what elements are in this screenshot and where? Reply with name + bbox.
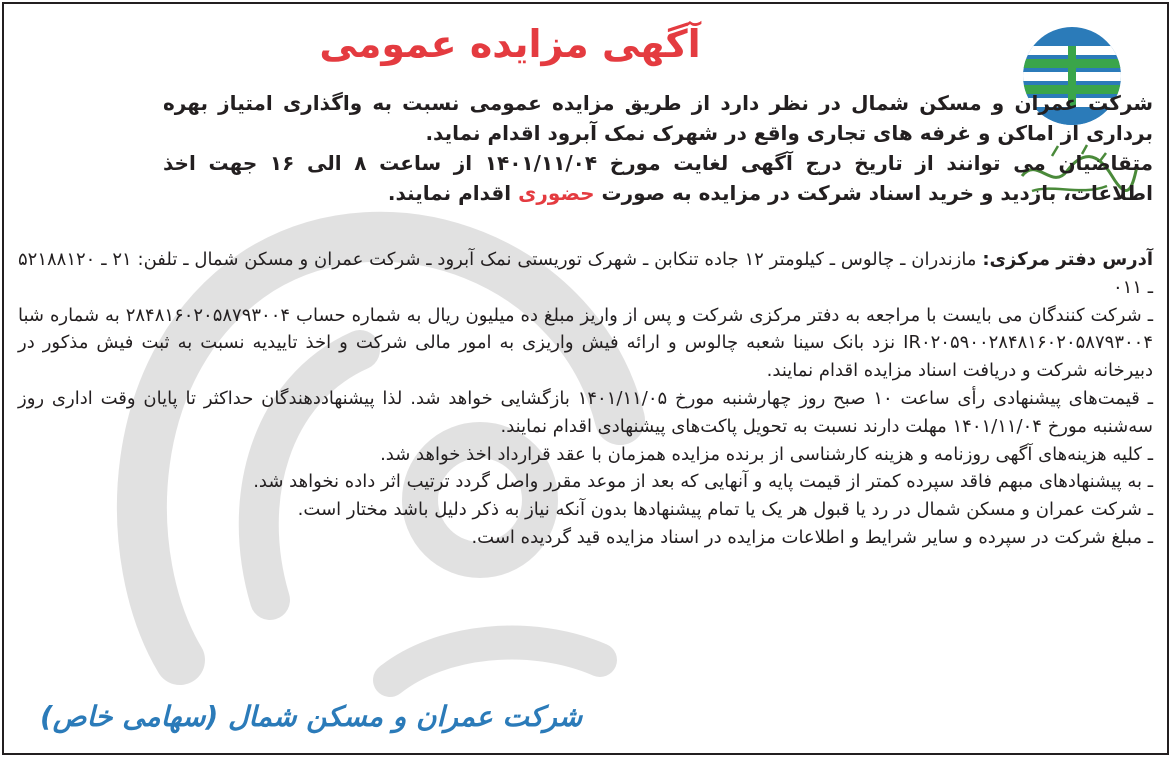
lead-text-1: در نظر دارد از طریق مزایده عمومی نسبت به واگذاری امتیاز بهره برداری از اماکن و غرفه های تجاری واقع در شهرک نمک آبرود اقدام نماید. (163, 91, 1153, 145)
address-paragraph (18, 246, 1153, 302)
address-text: مازندران ـ چالوس ـ کیلومتر ۱۲ جاده تنکابن ـ شهرک توریستی نمک آبرود ـ شرکت عمران و مسکن شمال ـ تلفن: ۲۱ ـ ۵۲۱۸۸۱۲۰ ـ ۰۱۱ (18, 249, 1153, 298)
term-item: ـ کلیه هزینه‌های آگهی روزنامه و هزینه کارشناسی از برنده مزایده همزمان با عقد قرارداد اخذ خواهد شد. (380, 443, 1153, 465)
term-item: ـ به پیشنهادهای مبهم فاقد سپرده کمتر از قیمت پایه و آنهایی که بعد از موعد مقرر واصل گردد ترتیب اثر داده نخواهد شد. (253, 471, 1153, 493)
announcement-body (18, 246, 1153, 552)
lead-text-2: متقاضیان می توانند از تاریخ درج آگهی لغایت مورخ ۱۴۰۱/۱۱/۰۴ از ساعت ۸ الی ۱۶ جهت اخذ اطلاعات، بازدید و خرید اسناد شرکت در مزایده به صورت (163, 151, 1153, 205)
term-item: ـ شرکت عمران و مسکن شمال در رد یا قبول هر یک یا تمام پیشنهادها بدون آنکه نیاز به ذکر دلیل باشد مختار است. (297, 499, 1153, 521)
term-item: ـ شرکت کنندگان می بایست با مراجعه به دفتر مرکزی شرکت و پس از واریز مبلغ ده میلیون ریال به شماره حساب ۲۸۴۸۱۶۰۲۰۵۸۷۹۳۰۰۴ به شماره شبا IR۰۲۰۵۹۰۰۲۸۴۸۱۶۰۲۰۵۸۷۹۳۰۰۴ نزد بانک سینا شعبه چالوس و ارائه فیش واریزی به امور مالی شرکت و اخذ تاییدیه نسبت به ثبت فیش مذکور در دبیرخانه شرکت و دریافت اسناد مزایده اقدام نمایند. (18, 304, 1153, 382)
page-title: آگهی مزایده عمومی (319, 22, 701, 66)
in-person-highlight: حضوری (518, 181, 595, 205)
company-name: شرکت عمران و مسکن شمال (851, 91, 1153, 115)
announcement-lead (163, 88, 1153, 208)
footer-company-name: شرکت عمران و مسکن شمال (سهامی خاص) (40, 700, 583, 733)
lead-text-2-end: اقدام نمایند. (387, 181, 519, 205)
term-item: ـ مبلغ شرکت در سپرده و سایر شرایط و اطلاعات مزایده در اسناد مزایده قید گردیده است. (471, 526, 1153, 548)
term-item: ـ قیمت‌های پیشنهادی رأی ساعت ۱۰ صبح روز چهارشنبه مورخ ۱۴۰۱/۱۱/۰۵ بازگشایی خواهد شد. لذا پیشنهاددهندگان حداکثر تا پایان وقت اداری روز سه‌شنبه مورخ ۱۴۰۱/۱۱/۰۴ مهلت دارند نسبت به تحویل پاکت‌های پیشنهادی اقدام نمایند. (18, 387, 1153, 437)
address-label: آدرس دفتر مرکزی: (982, 249, 1153, 270)
